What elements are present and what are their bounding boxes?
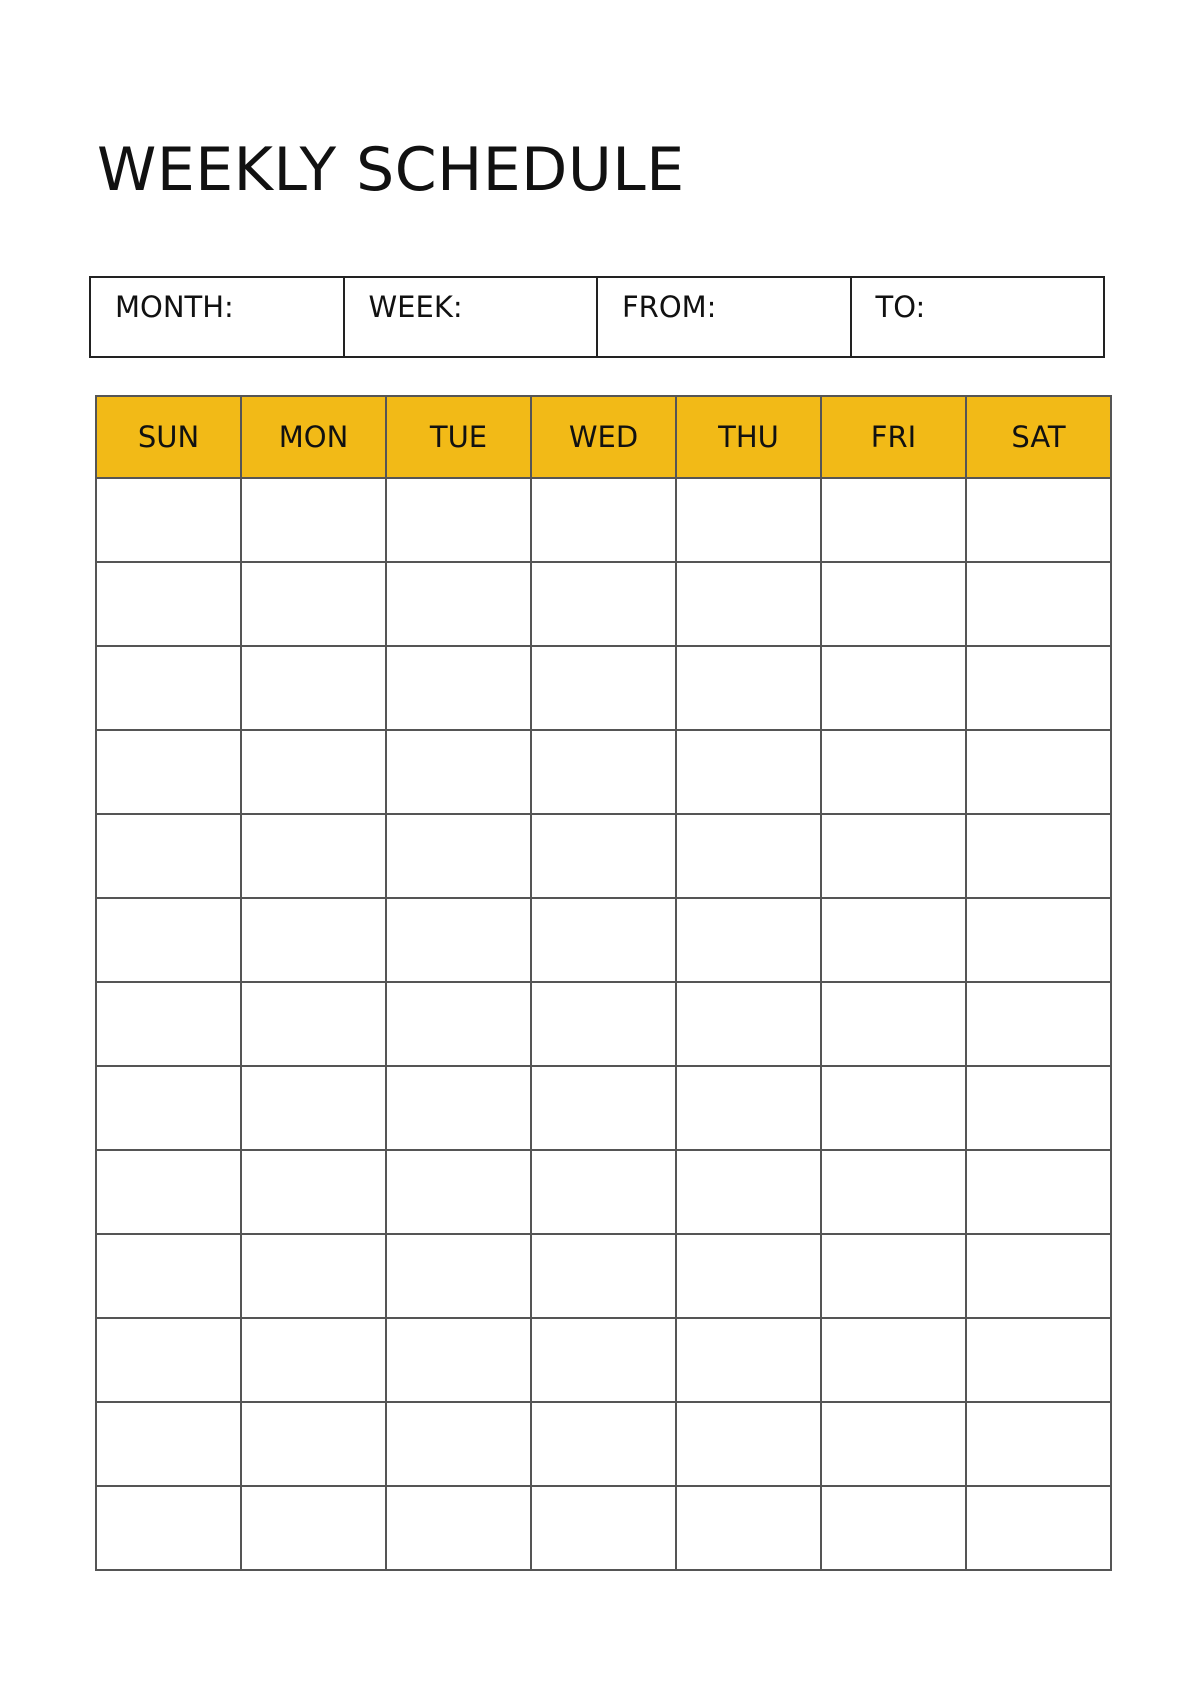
schedule-cell-sun[interactable] [96,1486,241,1570]
schedule-cell-tue[interactable] [386,562,531,646]
schedule-cell-sat[interactable] [966,1234,1111,1318]
schedule-cell-tue[interactable] [386,1402,531,1486]
schedule-cell-mon[interactable] [241,1066,386,1150]
schedule-cell-sun[interactable] [96,562,241,646]
schedule-row [96,1150,1111,1234]
schedule-cell-thu[interactable] [676,562,821,646]
schedule-row [96,982,1111,1066]
schedule-cell-tue[interactable] [386,646,531,730]
schedule-cell-fri[interactable] [821,646,966,730]
schedule-cell-sat[interactable] [966,1066,1111,1150]
schedule-cell-wed[interactable] [531,1318,676,1402]
schedule-cell-fri[interactable] [821,814,966,898]
page-title: WEEKLY SCHEDULE [97,135,685,205]
schedule-cell-tue[interactable] [386,730,531,814]
schedule-cell-mon[interactable] [241,730,386,814]
schedule-cell-fri[interactable] [821,562,966,646]
day-header-mon: MON [241,396,386,478]
schedule-cell-wed[interactable] [531,562,676,646]
schedule-cell-sat[interactable] [966,1318,1111,1402]
schedule-cell-tue[interactable] [386,898,531,982]
schedule-cell-thu[interactable] [676,646,821,730]
schedule-row [96,562,1111,646]
schedule-cell-tue[interactable] [386,1066,531,1150]
schedule-cell-mon[interactable] [241,814,386,898]
month-label: MONTH: [115,290,234,324]
schedule-cell-thu[interactable] [676,898,821,982]
schedule-cell-wed[interactable] [531,1486,676,1570]
schedule-row [96,1402,1111,1486]
schedule-cell-thu[interactable] [676,814,821,898]
schedule-cell-sat[interactable] [966,730,1111,814]
schedule-cell-mon[interactable] [241,1402,386,1486]
schedule-cell-fri[interactable] [821,1486,966,1570]
schedule-row [96,1234,1111,1318]
day-header-thu: THU [676,396,821,478]
day-header-row [96,396,1111,478]
schedule-cell-wed[interactable] [531,1234,676,1318]
schedule-cell-sun[interactable] [96,1150,241,1234]
schedule-cell-tue[interactable] [386,814,531,898]
schedule-cell-tue[interactable] [386,478,531,562]
schedule-cell-fri[interactable] [821,1318,966,1402]
day-header-sun: SUN [96,396,241,478]
schedule-cell-sat[interactable] [966,1486,1111,1570]
schedule-cell-sun[interactable] [96,646,241,730]
schedule-cell-sat[interactable] [966,478,1111,562]
schedule-cell-mon[interactable] [241,646,386,730]
schedule-cell-sun[interactable] [96,730,241,814]
schedule-row [96,814,1111,898]
schedule-cell-mon[interactable] [241,982,386,1066]
from-field[interactable] [597,277,851,357]
schedule-cell-sun[interactable] [96,1318,241,1402]
schedule-cell-mon[interactable] [241,478,386,562]
day-header-fri: FRI [821,396,966,478]
schedule-cell-wed[interactable] [531,1402,676,1486]
schedule-cell-sat[interactable] [966,898,1111,982]
schedule-cell-sat[interactable] [966,646,1111,730]
from-label: FROM: [622,290,717,324]
schedule-cell-fri[interactable] [821,982,966,1066]
schedule-cell-fri[interactable] [821,1234,966,1318]
week-label: WEEK: [368,290,463,324]
schedule-cell-mon[interactable] [241,898,386,982]
schedule-cell-sun[interactable] [96,1402,241,1486]
schedule-cell-tue[interactable] [386,1318,531,1402]
schedule-cell-fri[interactable] [821,478,966,562]
schedule-grid [95,395,1112,1571]
schedule-cell-wed[interactable] [531,478,676,562]
schedule-cell-sun[interactable] [96,478,241,562]
schedule-cell-wed[interactable] [531,1066,676,1150]
schedule-row [96,898,1111,982]
schedule-cell-wed[interactable] [531,730,676,814]
schedule-cell-thu[interactable] [676,1066,821,1150]
schedule-cell-wed[interactable] [531,898,676,982]
schedule-cell-mon[interactable] [241,1150,386,1234]
schedule-cell-sat[interactable] [966,562,1111,646]
schedule-cell-sun[interactable] [96,1234,241,1318]
day-header-tue: TUE [386,396,531,478]
info-fields-table [89,276,1105,358]
schedule-body [96,478,1111,1570]
schedule-row [96,1066,1111,1150]
schedule-cell-sat[interactable] [966,1402,1111,1486]
schedule-cell-sun[interactable] [96,982,241,1066]
schedule-cell-sun[interactable] [96,898,241,982]
schedule-cell-sat[interactable] [966,814,1111,898]
schedule-cell-wed[interactable] [531,646,676,730]
to-label: TO: [875,290,926,324]
day-header-wed: WED [531,396,676,478]
day-header-sat: SAT [966,396,1111,478]
to-field[interactable] [851,277,1105,357]
schedule-cell-sat[interactable] [966,982,1111,1066]
schedule-cell-fri[interactable] [821,1150,966,1234]
schedule-cell-tue[interactable] [386,1486,531,1570]
schedule-row [96,1318,1111,1402]
schedule-cell-wed[interactable] [531,814,676,898]
schedule-cell-thu[interactable] [676,1150,821,1234]
schedule-cell-thu[interactable] [676,982,821,1066]
month-field[interactable] [90,277,344,357]
schedule-cell-mon[interactable] [241,562,386,646]
schedule-cell-tue[interactable] [386,1150,531,1234]
schedule-row [96,730,1111,814]
schedule-cell-fri[interactable] [821,1402,966,1486]
schedule-row [96,646,1111,730]
schedule-cell-thu[interactable] [676,1486,821,1570]
schedule-cell-thu[interactable] [676,1402,821,1486]
schedule-cell-mon[interactable] [241,1318,386,1402]
schedule-cell-tue[interactable] [386,982,531,1066]
schedule-row [96,478,1111,562]
schedule-cell-thu[interactable] [676,1318,821,1402]
schedule-cell-mon[interactable] [241,1234,386,1318]
schedule-cell-mon[interactable] [241,1486,386,1570]
schedule-cell-fri[interactable] [821,1066,966,1150]
schedule-cell-thu[interactable] [676,478,821,562]
schedule-cell-sat[interactable] [966,1150,1111,1234]
schedule-cell-thu[interactable] [676,730,821,814]
schedule-cell-sun[interactable] [96,1066,241,1150]
schedule-cell-wed[interactable] [531,1150,676,1234]
schedule-cell-sun[interactable] [96,814,241,898]
schedule-cell-thu[interactable] [676,1234,821,1318]
schedule-cell-tue[interactable] [386,1234,531,1318]
schedule-cell-fri[interactable] [821,730,966,814]
week-field[interactable] [344,277,598,357]
schedule-cell-fri[interactable] [821,898,966,982]
schedule-cell-wed[interactable] [531,982,676,1066]
schedule-row [96,1486,1111,1570]
